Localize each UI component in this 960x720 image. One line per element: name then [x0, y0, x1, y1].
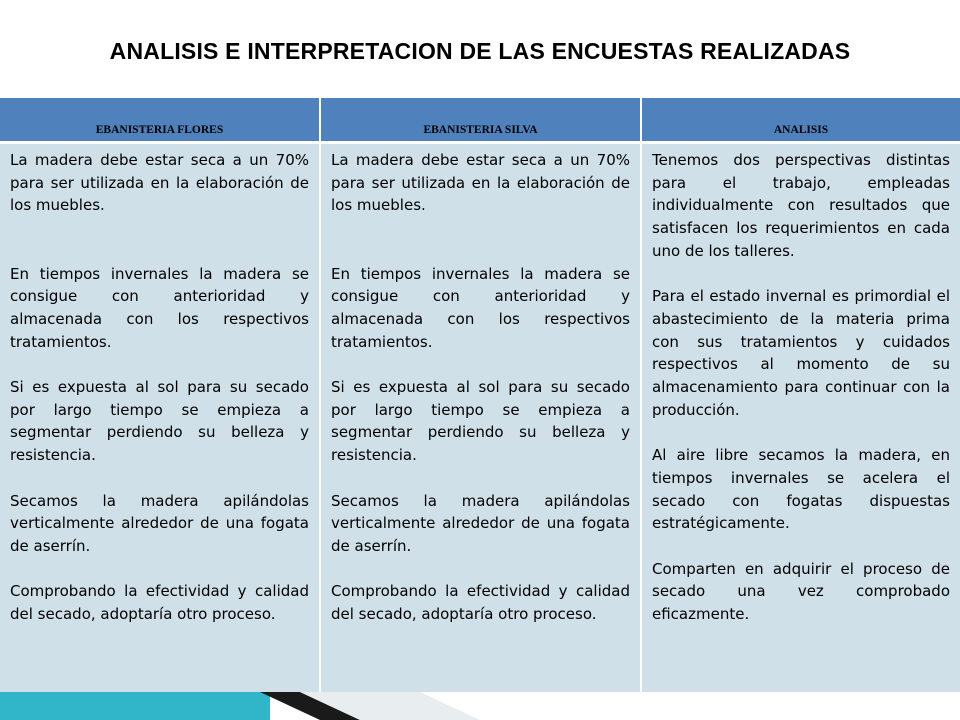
flores-paragraph-5: Comprobando la efectividad y calidad del secado, adoptaría otro proceso.	[10, 582, 309, 623]
flores-paragraph-3: Si es expuesta al sol para su secado por largo tiempo se empieza a segmentar perdiendo su belleza y resistencia.	[10, 378, 309, 465]
cell-silva	[320, 143, 641, 693]
cell-flores	[0, 143, 320, 693]
silva-paragraph-2: En tiempos invernales la madera se consigue con anterioridad y almacenada con los respectivos tratamientos.	[331, 264, 630, 351]
header-ebanisteria-flores: EBANISTERIA FLORES	[0, 98, 320, 143]
flores-paragraph-4: Secamos la madera apilándolas verticalmente alrededor de una fogata de aserrín.	[10, 491, 309, 555]
header-ebanisteria-silva: EBANISTERIA SILVA	[320, 98, 641, 143]
analisis-paragraph-3: Al aire libre secamos la madera, en tiempos invernales se acelera el secado con fogatas dispuestas estratégicamente.	[652, 446, 950, 533]
silva-paragraph-5: Comprobando la efectividad y calidad del secado, adoptaría otro proceso.	[331, 582, 630, 623]
flores-paragraph-2: En tiempos invernales la madera se consigue con anterioridad y almacenada con los respectivos tratamientos.	[10, 264, 309, 351]
footer-decoration	[0, 692, 960, 720]
table-row	[0, 143, 960, 693]
analisis-paragraph-1: Tenemos dos perspectivas distintas para el trabajo, empleadas individualmente con resultados que satisfacen los requerimientos en cada uno de los talleres.	[652, 151, 950, 260]
header-analisis: ANALISIS	[641, 98, 960, 143]
cell-analisis	[641, 143, 960, 693]
analisis-paragraph-2: Para el estado invernal es primordial el abastecimiento de la materia prima con sus tratamientos y cuidados respectivos al momento de su almacenamiento para continuar con la producción.	[652, 287, 950, 419]
silva-paragraph-4: Secamos la madera apilándolas verticalmente alrededor de una fogata de aserrín.	[331, 491, 630, 555]
flores-paragraph-1: La madera debe estar seca a un 70% para ser utilizada en la elaboración de los muebles.	[10, 151, 309, 215]
silva-paragraph-1: La madera debe estar seca a un 70% para ser utilizada en la elaboración de los muebles.	[331, 151, 630, 215]
analysis-table	[0, 98, 960, 692]
analisis-paragraph-4: Comparten en adquirir el proceso de secado una vez comprobado eficazmente.	[652, 559, 950, 624]
silva-paragraph-3: Si es expuesta al sol para su secado por largo tiempo se empieza a segmentar perdiendo su belleza y resistencia.	[331, 378, 630, 465]
footer-teal-wedge	[0, 692, 270, 720]
table-header-row	[0, 98, 960, 143]
page-title: ANALISIS E INTERPRETACION DE LAS ENCUESTAS REALIZADAS	[109, 38, 851, 64]
